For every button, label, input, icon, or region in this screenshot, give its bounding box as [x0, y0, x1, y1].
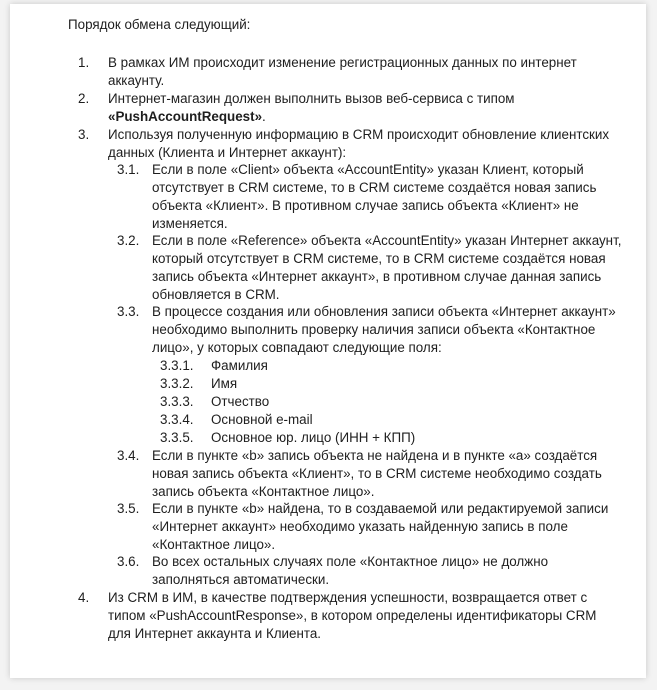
- sub-sub-number: 3.3.3.: [160, 394, 194, 409]
- sub-number: 3.4.: [117, 448, 140, 463]
- sub-sub-number: 3.3.5.: [160, 430, 194, 445]
- bold-type-name: «PushAccountRequest»: [108, 109, 263, 124]
- list-number: 3.: [78, 127, 90, 142]
- sub-text: Если в поле «Reference» объекта «AccountEntity» указан Интернет аккаунт, который отсутствует в CRM системе, то в CRM системе создаётся новая запись объекта «Интернет аккаунт», в противном случае данная запись обновляется в CRM.: [152, 233, 622, 302]
- sub-text: Если в поле «Client» объекта «AccountEntity» указан Клиент, который отсутствует в CRM системе, то в CRM системе создаётся новая запись объекта «Клиент». В противном случае запись объекта «Клиент» не изменяется.: [152, 162, 597, 231]
- sub-sub-text: Основное юр. лицо (ИНН + КПП): [211, 430, 416, 445]
- list-text: Из CRM в ИМ, в качестве подтверждения успешности, возвращается ответ с типом «PushAccountResponse», в котором определены идентификаторы CRM для Интернет аккаунта и Клиента.: [108, 590, 597, 641]
- sub-sub-text: Отчество: [211, 394, 270, 409]
- sub-sub-text: Фамилия: [211, 358, 268, 373]
- sub-sub-text: Основной e-mail: [211, 412, 313, 427]
- sub-text: Во всех остальных случаях поле «Контактное лицо» не должно заполняться автоматически.: [152, 554, 549, 587]
- sub-sub-number: 3.3.1.: [160, 358, 194, 373]
- sub-number: 3.5.: [117, 501, 140, 516]
- list-text: В рамках ИМ происходит изменение регистрационных данных по интернет аккаунту.: [108, 55, 577, 88]
- sub-number: 3.1.: [117, 162, 140, 177]
- document-card: [10, 4, 646, 678]
- list-number: 1.: [78, 55, 90, 70]
- list-number: 2.: [78, 91, 90, 106]
- list-number: 4.: [78, 590, 90, 605]
- sub-text: В процессе создания или обновления записи объекта «Интернет аккаунт» необходимо выполнить проверку наличия записи объекта «Контактное лицо», у которых совпадают следующие поля:: [152, 304, 616, 355]
- sub-text: Если в пункте «b» запись объекта не найдена и в пункте «a» создаётся новая запись объекта «Клиент», то в CRM системе необходимо создать запись объекта «Контактное лицо».: [152, 448, 602, 499]
- intro-text: Порядок обмена следующий:: [68, 17, 251, 32]
- list-text: Интернет-магазин должен выполнить вызов веб-сервиса с типом «PushAccountRequest».: [108, 91, 515, 124]
- sub-number: 3.6.: [117, 554, 140, 569]
- list-text: Используя полученную информацию в CRM происходит обновление клиентских данных (Клиента и Интернет аккаунт):: [108, 127, 610, 160]
- sub-sub-number: 3.3.4.: [160, 412, 194, 427]
- sub-sub-text: Имя: [211, 376, 238, 391]
- sub-text: Если в пункте «b» найдена, то в создаваемой или редактируемой записи «Интернет аккаунт» необходимо указать найденную запись в поле «Контактное лицо».: [152, 501, 609, 552]
- sub-number: 3.2.: [117, 233, 140, 248]
- sub-sub-number: 3.3.2.: [160, 376, 194, 391]
- sub-number: 3.3.: [117, 304, 140, 319]
